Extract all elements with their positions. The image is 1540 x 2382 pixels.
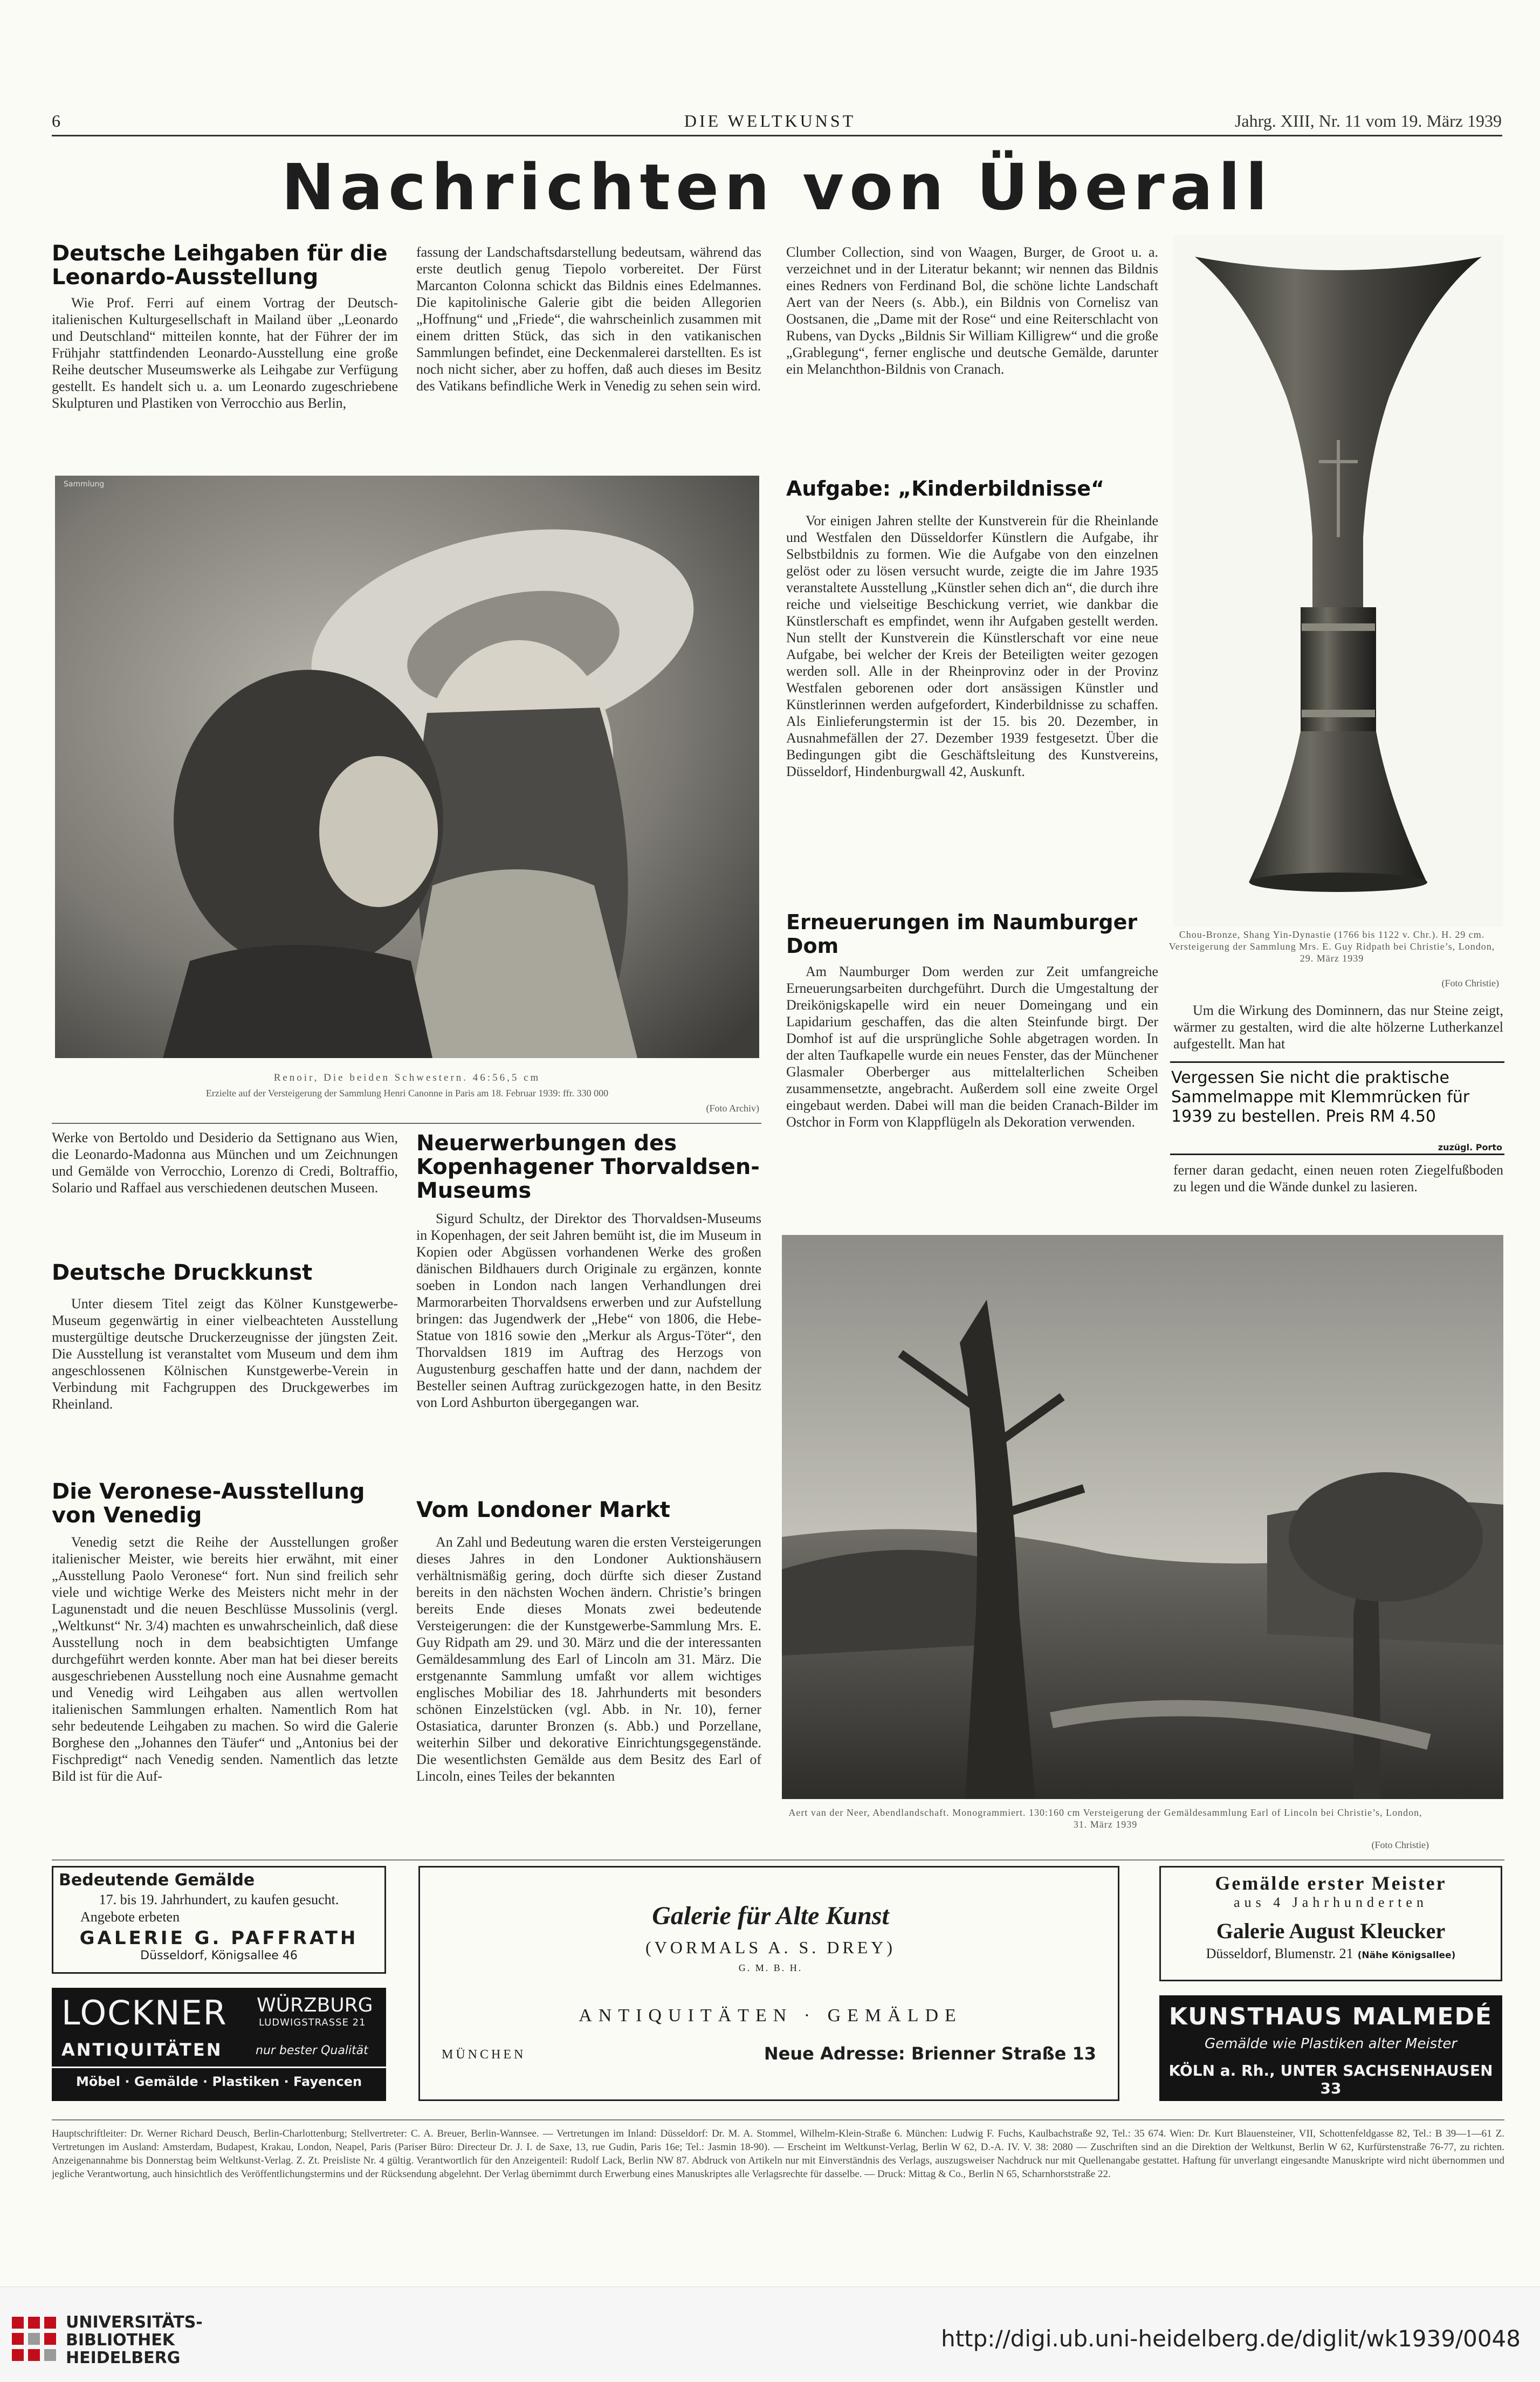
- kleucker-address-note: (Nähe Königsallee): [1357, 1950, 1456, 1961]
- paragraph: Venedig setzt die Reihe der Ausstellungen großer italienischer Meister, wie bereits hier erwähnt, mit einer „Ausstellung Paolo Veronese“ fort. Nun sind freilich sehr viele und wichtige Werke des Meisters nicht mehr in der Lagunenstadt und die neuen Beschlüsse Mussolinis (vergl. „Weltkunst“ Nr. 3/4) machten es unwahrscheinlich, daß diese Ausstellung noch in dem beabsichtigten Umfange durchgeführt werden konnte. Aber man hat bei dieser bereits ausgeschriebenen Ausstellung noch eine Ausnahme gemacht und Venedig wird Leihgaben aus allen wertvollen italienischen Sammlungen erhalten. Namentlich Rom hat sehr bedeutende Leihgaben zu machen. So wird die Galerie Borghese den „Johannes den Täufer“ und „Antonius bei der Fischpredigt“ nach Venedig senden. Namentlich das letzte Bild ist für die Auf-: [52, 1534, 398, 1784]
- neer-caption: Aert van der Neer, Abendlandschaft. Monogrammiert. 130:160 cm Versteigerung der Gemäldesammlung Earl of Lincoln bei Christie’s, London, 31. März 1939: [788, 1807, 1422, 1830]
- landscape-painting-image: [782, 1235, 1503, 1799]
- heading-naumburg: Erneuerungen im Naumburger Dom: [786, 910, 1138, 958]
- ad-malmede: [1159, 1995, 1502, 2101]
- article-clumber-text: [786, 244, 1158, 439]
- notice-note: zuzügl. Porto: [1438, 1142, 1502, 1152]
- kleucker-address-line: [1166, 1946, 1495, 1962]
- renoir-photo-tag: Sammlung: [64, 480, 105, 489]
- page-title: Nachrichten von Überall: [281, 150, 1273, 224]
- lockner-city: WÜRZBURG: [257, 1994, 373, 2016]
- drey-formerly: (VORMALS A. S. DREY): [645, 1938, 896, 1957]
- article-veronese-text: [52, 1534, 398, 1846]
- article-druckkunst-text: [52, 1295, 398, 1457]
- paffrath-line3: Angebote erbeten: [80, 1909, 180, 1925]
- paragraph: Wie Prof. Ferri auf einem Vortrag der Deutsch-italienischen Kulturgesellschaft in Mailand über „Leonardo und Deutschland“ mitteilen konnte, hat der Führer der im Frühjahr stattfindenden Leonardo-Ausstellung eine große Reihe deutscher Museumswerke als Leihgabe zur Verfügung gestellt. Es handelt sich u. a. um Leonardo zugeschriebene Skulpturen und Plastiken von Verrocchio aus Berlin,: [52, 295, 398, 411]
- article-london-text: [416, 1534, 761, 1846]
- drey-legal: G. M. B. H.: [738, 1962, 803, 1973]
- ads-rule: [52, 1859, 1504, 1861]
- bronze-caption: Chou-Bronze, Shang Yin-Dynastie (1766 bis 1122 v. Chr.). H. 29 cm. Versteigerung der Sammlung Mrs. E. Guy Ridpath bei Christie’s, London, 29. März 1939: [1168, 929, 1495, 964]
- source-url[interactable]: http://digi.ub.uni-heidelberg.de/diglit/wk1939/0048: [941, 2325, 1521, 2352]
- lockner-name: LOCKNER: [61, 1993, 228, 2033]
- kleucker-line1: Gemälde erster Meister: [1215, 1872, 1447, 1894]
- masthead: DIE WELTKUNST: [684, 111, 856, 131]
- bronze-vase-image: [1173, 235, 1503, 926]
- library-line3: HEIDELBERG: [66, 2349, 181, 2367]
- paragraph: Vor einigen Jahren stellte der Kunstverein für die Rheinlande und Westfalen den Düsseldorfer Künstlern die Aufgabe, ihr Selbstbildnis zu formen. Wie die Aufgabe von den einzelnen gelöst oder zu lösen versucht wurde, zeigte die im Jahre 1935 veranstaltete Ausstellung „Künstler sehen dich an“, die durch ihre reiche und vielseitige Beschickung verriet, wie dankbar die Künstlerschaft es empfindet, wenn ihr Aufgaben gestellt werden. Nun stellt der Kunstverein die Künstlerschaft vor eine neue Aufgabe, bei welcher der Kreis der Beteiligten weiter gezogen werden soll. Alle in der Rheinprovinz oder in der Provinz Westfalen geborenen oder dort ansässigen Künstler und Künstlerinnen werden aufgefordert, Kinderbildnisse zu schaffen. Als Einlieferungstermin ist der 15. bis 20. Dezember, in Ausnahmefällen der 27. Dezember 1939 festgesetzt. Über die Bedingungen gibt die Geschäftsleitung des Kunstvereins, Düsseldorf, Hindenburgwall 42, Auskunft.: [786, 513, 1158, 779]
- malmede-name: KUNSTHAUS MALMEDÉ: [1168, 2003, 1493, 2030]
- lockner-divider: [52, 2067, 386, 2068]
- imprint: Hauptschriftleiter: Dr. Werner Richard Deusch, Berlin-Charlottenburg; Stellvertreter: C. A. Breuer, Berlin-Wannsee. — Vertretungen im Inland: Düsseldorf: Dr. M. A. Stommel, Wilhelm-Klein-Straße 6. München: Ludwig F. Fuchs, Kaulbachstraße 92, Tel.: 35 674. Wien: Dr. Kurt Blauensteiner, VII, Schottenfeldgasse 82, Tel.: B 39—1—61 Z. Vertretungen im Ausland: Amsterdam, Budapest, Krakau, London, Neapel, Paris (Pariser Büro: Directeur Dr. J. I. de Saxe, 13, rue Gudin, Paris 16e; Tel.: Jasmin 18-90). — Erscheint im Weltkunst-Verlag, Berlin W 62, D.-A. IV. V. 38: 2080 — Zuschriften sind an die Direktion der Weltkunst, Berlin W 62, Kurfürstenstraße 76-77, zu richten. Anzeigenannahme bis Donnerstag beim Weltkunst-Verlag. Z. Zt. Preisliste Nr. 4 gültig. Verantwortlich für den Anzeigenteil: Rudolf Lack, Berlin NW 87. Abdruck von Artikeln nur mit Einverständnis des Verlags, auszugsweiser Nachdruck nur mit Quellenangabe gestattet. Haftung für unverlangt eingesandte Manuskripte wird nicht übernommen und jegliche Verantwortung, auch hinsichtlich des Veröffentlichungstermins und der Rücksendung abgelehnt. Der Verlag übernimmt durch Erwerbung eines Manuskriptes alle Verlagsrechte für dasselbe. — Druck: Mittag & Co., Berlin N 65, Scharnhorststraße 22.: [52, 2128, 1504, 2180]
- lockner-tagline: nur bester Qualität: [256, 2044, 368, 2057]
- kleucker-name: Galerie August Kleucker: [1216, 1919, 1446, 1943]
- notice-box: [1170, 1061, 1504, 1155]
- paragraph: Um die Wirkung des Dominnern, das nur Steine zeigt, wärmer zu gestalten, wird die alte hölzerne Lutherkanzel aufgestellt. Man hat: [1173, 1003, 1503, 1052]
- article-naumburg-cont2: [1173, 1162, 1503, 1213]
- article-leihgaben-continuation: [52, 1129, 398, 1232]
- ad-paffrath: [52, 1866, 386, 1974]
- paragraph: Am Naumburger Dom werden zur Zeit umfangreiche Erneuerungsarbeiten durchgeführt. Durch die Umgestaltung der Dreikönigskapelle wird ein neuer Domeingang und ein Lapidarium geschaffen, das die alten Steinfunde birgt. Der Domhof ist auf die ursprüngliche Sohle abgetragen worden. In der alten Taufkapelle wurde ein neues Fenster, das der Münchener Glasmaler Oberberger aus mittelalterlichen Scheiben zusammensetzte, angebracht. Außerdem soll eine zweite Orgel eingebaut werden. Dabei will man die beiden Cranach-Bilder im Ostchor in Form von Klappflügeln als Dekoration verwenden.: [786, 964, 1158, 1130]
- paffrath-line1: Bedeutende Gemälde: [59, 1871, 255, 1890]
- imprint-rule: [52, 2119, 1504, 2120]
- paragraph: Sigurd Schultz, der Direktor des Thorvaldsen-Museums in Kopenhagen, der seit Jahren bemüht ist, die im Museum in Kopien oder Abgüssen vorhandenen Werke des großen dänischen Bildhauers durch Originale zu ergänzen, konnte soeben in London nach langen Verhandlungen drei Marmorarbeiten Thorvaldsens erwerben und zur Aufstellung bringen: das Jugendwerk der „Hebe“ von 1806, die Hebe-Statue von 1816 sowie den „Merkur als Argus-Töter“, den Thorvaldsen 1819 im Auftrag des Herzogs von Augustenburg geschaffen hatte und der dann, nachdem der Besteller seinen Auftrag zurückgezogen hatte, in den Besitz von Lord Ashburton übergegangen war.: [416, 1211, 761, 1410]
- malmede-address: KÖLN a. Rh., UNTER SACHSENHAUSEN 33: [1168, 2062, 1493, 2097]
- heading-druckkunst: Deutsche Druckkunst: [52, 1260, 313, 1285]
- heading-veronese: Die Veronese-Ausstellung von Venedig: [52, 1479, 365, 1528]
- renoir-caption: Renoir, Die beiden Schwestern. 46:56,5 cm: [273, 1072, 541, 1083]
- bronze-credit: (Foto Christie): [1441, 978, 1499, 989]
- renoir-painting-image: [55, 476, 759, 1058]
- kleucker-address: Düsseldorf, Blumenstr. 21: [1206, 1946, 1353, 1961]
- library-logo-icon: [10, 2315, 58, 2363]
- library-line2: BIBLIOTHEK: [66, 2331, 175, 2350]
- paragraph: Werke von Bertoldo und Desiderio da Settignano aus Wien, die Leonardo-Madonna aus München und um Zeichnungen und Gemälde von Verrocchio, Lorenzo di Credi, Boltraffio, Solario und Raffael aus verschiedenen deutschen Museen.: [52, 1130, 398, 1196]
- article-kinderbildnisse-text: [786, 512, 1158, 933]
- drey-name: Galerie für Alte Kunst: [652, 1902, 889, 1930]
- library-name: [66, 2314, 203, 2367]
- paffrath-address: Düsseldorf, Königsallee 46: [140, 1949, 298, 1962]
- heading-kinderbildnisse: Aufgabe: „Kinderbildnisse“: [786, 477, 1104, 500]
- renoir-photo: [55, 476, 759, 1058]
- bronze-photo: [1173, 235, 1503, 926]
- renoir-caption-sale: Erzielte auf der Versteigerung der Sammlung Henri Canonne in Paris am 18. Februar 1939: ffr. 330 000: [205, 1088, 609, 1099]
- drey-services: ANTIQUITÄTEN · GEMÄLDE: [579, 2006, 962, 2026]
- ad-kleucker: [1159, 1866, 1502, 1981]
- drey-city: MÜNCHEN: [442, 2048, 526, 2062]
- paffrath-line2: 17. bis 19. Jahrhundert, zu kaufen gesucht.: [99, 1892, 339, 1907]
- header-rule: [52, 135, 1502, 136]
- issue-info: Jahrg. XIII, Nr. 11 vom 19. März 1939: [1234, 111, 1502, 131]
- kleucker-line2: aus 4 Jahrhunderten: [1234, 1894, 1428, 1910]
- lockner-items: Möbel · Gemälde · Plastiken · Fayencen: [75, 2074, 362, 2089]
- paragraph: An Zahl und Bedeutung waren die ersten Versteigerungen dieses Jahres in den Londoner Auktionshäusern verhältnismäßig gering, doch dürfte sich dieser Zustand bereits in den nächsten Wochen ändern. Christie’s bringen bereits Ende dieses Monats zwei bedeutende Versteigerungen: die der Kunstgewerbe-Sammlung Mrs. E. Guy Ridpath am 29. und 30. März und die der interessanten Gemäldesammlung des Earl of Lincoln am 31. März. Die erstgenannte Sammlung umfaßt vor allem wichtiges englisches Mobiliar des 18. Jahrhunderts mit besonders schönen Einzelstücken (vgl. Abb. in Nr. 10), ferner Ostasiatica, darunter Bronzen (s. Abb.) und Porzellane, weiterhin Silber und dekorative Einrichtungsgegenstände. Die wesentlichsten Gemälde aus dem Besitz des Earl of Lincoln, eines Teiles der bekannten: [416, 1534, 761, 1784]
- lockner-tagline-bold: ANTIQUITÄTEN: [61, 2040, 223, 2060]
- heading-thorvaldsen: Neuerwerbungen des Kopenhagener Thorvaldsen-Museums: [416, 1131, 760, 1203]
- paragraph: ferner daran gedacht, einen neuen roten Ziegelfußboden zu legen und die Wände dunkel zu lasieren.: [1173, 1162, 1503, 1195]
- neer-credit: (Foto Christie): [1371, 1839, 1429, 1850]
- article-naumburg-cont1: [1173, 1002, 1503, 1054]
- library-line1: UNIVERSITÄTS-: [66, 2313, 203, 2332]
- lockner-street: LUDWIGSTRASSE 21: [259, 2017, 366, 2028]
- heading-leihgaben: Deutsche Leihgaben für die Leonardo-Ausstellung: [52, 241, 388, 290]
- malmede-tagline: Gemälde wie Plastiken alter Meister: [1204, 2036, 1458, 2052]
- notice-text: Vergessen Sie nicht die praktische Sammelmappe mit Klemmrücken für 1939 zu bestellen. Preis RM 4.50: [1171, 1068, 1470, 1126]
- heading-london: Vom Londoner Markt: [416, 1498, 670, 1522]
- neer-photo: [782, 1235, 1503, 1799]
- ad-drey: [418, 1866, 1119, 2101]
- article-leihgaben-cont: [416, 244, 761, 455]
- article-naumburg-text: [786, 963, 1158, 1222]
- article-thorvaldsen-text: [416, 1210, 761, 1475]
- column-rule: [52, 1123, 761, 1124]
- article-leihgaben-text: [52, 294, 398, 456]
- ad-lockner: [52, 1988, 386, 2101]
- paffrath-name: GALERIE G. PAFFRATH: [79, 1927, 359, 1949]
- renoir-credit: (Foto Archiv): [706, 1103, 759, 1114]
- paragraph: Unter diesem Titel zeigt das Kölner Kunstgewerbe-Museum gegenwärtig in einer vielbeachteten Ausstellung mustergültige deutsche Druckerzeugnisse der jüngsten Zeit. Die Ausstellung ist veranstaltet vom Museum und dem ihm angeschlossenen Kölnischen Kunstgewerbe-Verein in Verbindung mit Fachgruppen des Druckgewerbes im Rheinland.: [52, 1296, 398, 1412]
- drey-address: Neue Adresse: Brienner Straße 13: [764, 2043, 1096, 2064]
- page-number: 6: [52, 111, 60, 131]
- paragraph: Clumber Collection, sind von Waagen, Burger, de Groot u. a. verzeichnet und in der Literatur bekannt; wir nennen das Bildnis eines Redners von Ferdinand Bol, die schöne lichte Landschaft Aert van der Neers (s. Abb.), ein Bildnis von Cornelisz van Oostsanen, die „Dame mit der Rose“ und eine Reiterschlacht von Rubens, van Dycks „Bildnis Sir William Killigrew“ und die große „Grablegung“, ferner englische und deutsche Gemälde, darunter ein Melanchthon-Bildnis von Cranach.: [786, 244, 1158, 377]
- paragraph: fassung der Landschaftsdarstellung bedeutsam, während das erste deutlich genug Tiepolo vorbereitet. Der Fürst Marcanton Colonna schickt das Bildnis eines Edelmannes. Die kapitolinische Galerie gibt die beiden Allegorien „Hoffnung“ und „Friede“, die wahrscheinlich zusammen mit einem dritten Stück, das sich in den vatikanischen Sammlungen befindet, eine Deckenmalerei darstellten. Es ist noch nicht sicher, aber zu hoffen, daß auch dieses im Besitz des Vatikans befindliche Werk in Venedig zu sehen sein wird.: [416, 244, 761, 394]
